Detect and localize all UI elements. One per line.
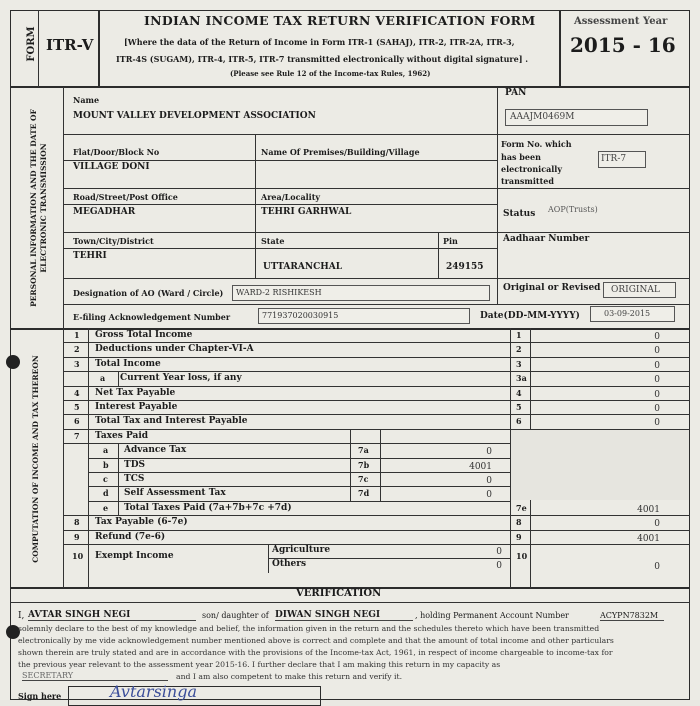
flat-label: Flat/Door/Block No <box>73 147 160 157</box>
subtitle-line-1: [Where the data of the Return of Income in Form ITR-1 (SAHAJ), ITR-2, ITR-2A, ITR-3, <box>124 37 515 47</box>
form-no-value: ITR-7 <box>601 154 627 164</box>
aadhaar-label: Aadhaar Number <box>503 234 590 244</box>
tax-code-line <box>350 429 351 501</box>
row-number: 4 <box>74 387 80 398</box>
tax-row-value: 0 <box>486 476 492 486</box>
town-value: TEHRI <box>73 251 107 261</box>
taxes-paid-label: Taxes Paid <box>95 430 149 441</box>
form-no-label-3: electronically <box>501 164 562 174</box>
exempt-code: 10 <box>516 551 528 561</box>
row-code: 4 <box>516 387 522 398</box>
state-label: State <box>261 236 285 246</box>
row-number: 5 <box>74 402 80 412</box>
father-name: DIWAN SINGH NEGI <box>275 611 413 621</box>
total-paid-code: 7e <box>516 502 527 513</box>
verification-line-4: shown therein are truly stated and are in accordance with the provisions of the Income-tax Act, 1961, in respect of income chargeable to income-tax for <box>18 648 613 657</box>
row-code: 1 <box>516 330 522 340</box>
row-value: 0 <box>654 332 660 342</box>
status-value: AOP(Trusts) <box>548 205 598 214</box>
row-code: 2 <box>516 344 522 355</box>
row-line <box>63 371 690 372</box>
date-value: 03-09-2015 <box>604 309 651 318</box>
area-label: Area/Locality <box>261 192 321 202</box>
original-revised-value: ORIGINAL <box>611 285 660 295</box>
declarant-pan: ACYPN7832M <box>600 612 664 621</box>
sign-here-label: Sign here <box>18 691 62 701</box>
road-value: MEGADHAR <box>73 207 136 217</box>
punch-hole-top <box>6 355 20 369</box>
tax_payable-label: Tax Payable (6-7e) <box>95 517 188 528</box>
exempt-value: 0 <box>654 562 660 573</box>
row-line <box>88 501 510 502</box>
assessment-year-label: Assessment Year <box>574 16 668 27</box>
original-revised-label: Original or Revised <box>503 283 601 293</box>
tax-row-label: TDS <box>124 459 146 470</box>
signature: Avtarsinga <box>110 682 197 701</box>
row-number: a <box>100 373 106 384</box>
row-line <box>63 414 690 415</box>
tax-value-line <box>380 429 381 501</box>
verification-mid: son/ daughter of <box>202 611 269 620</box>
row-number: 2 <box>74 344 80 355</box>
others-label: Others <box>272 559 307 570</box>
subtitle-line-2: ITR-4S (SUGAM), ITR-4, ITR-5, ITR-7 transmitted electronically without digital signature] . <box>116 54 529 64</box>
premises-label: Name Of Premises/Building/Village <box>261 147 420 157</box>
sub-row-line <box>118 371 119 385</box>
form-no-label-4: transmitted <box>501 176 554 186</box>
refund-code: 9 <box>516 531 522 542</box>
verification-line-6: and I am also competent to make this return and verify it. <box>176 672 403 681</box>
row-label: Total Tax and Interest Payable <box>95 416 248 427</box>
row-label: Interest Payable <box>95 402 178 412</box>
row-line <box>63 386 690 387</box>
row-label: Gross Total Income <box>95 330 193 340</box>
row-line <box>63 530 690 531</box>
row-value: 0 <box>654 375 660 386</box>
row-line <box>63 342 690 343</box>
form-no-label-2: has been <box>501 152 541 162</box>
row-code: 5 <box>516 402 522 412</box>
tax-row-letter: a <box>103 445 109 456</box>
verification-title: VERIFICATION <box>296 588 382 599</box>
row-line <box>63 443 510 444</box>
refund-label: Refund (7e-6) <box>95 531 166 542</box>
tax-label-line <box>118 443 119 515</box>
verification-line-5: the previous year relevant to the assessment year 2015-16. I further declare that I am making this return in my capacity as <box>18 660 501 669</box>
row-value: 0 <box>654 389 660 400</box>
capacity-value: SECRETARY <box>22 672 168 681</box>
row-number: 1 <box>74 330 80 340</box>
tax-row-code: 7d <box>358 488 370 499</box>
total-paid-letter: e <box>103 502 109 513</box>
exempt-label: Exempt Income <box>95 551 174 561</box>
ack-value: 771937020030915 <box>262 311 339 320</box>
status-label: Status <box>503 209 536 219</box>
tax-row-code: 7c <box>358 474 369 484</box>
row-label: Current Year loss, if any <box>120 373 242 384</box>
declarant-name: AVTAR SINGH NEGI <box>28 611 196 621</box>
tax-row-code: 7b <box>358 459 370 470</box>
tax-row-letter: c <box>103 474 108 484</box>
refund-value: 4001 <box>637 533 660 544</box>
form-no-label-1: Form No. which <box>501 139 572 149</box>
form-code: ITR-V <box>46 36 94 54</box>
verification-pan-text: , holding Permanent Account Number <box>415 611 569 620</box>
shaded-area <box>511 430 689 500</box>
row-label: Total Income <box>95 358 161 369</box>
tax-row-label: Advance Tax <box>124 445 187 456</box>
row-value: 0 <box>654 360 660 371</box>
total-paid-label: Total Taxes Paid (7a+7b+7c +7d) <box>124 502 292 513</box>
row-number: 3 <box>74 358 80 369</box>
flat-value: VILLAGE DONI <box>73 162 150 172</box>
row-code: 6 <box>516 416 522 427</box>
computation-side-label: COMPUTATION OF INCOME AND TAX THEREON <box>31 355 40 563</box>
pin-value: 249155 <box>446 262 484 272</box>
row-line <box>88 472 510 473</box>
assessment-year-value: 2015 - 16 <box>570 33 676 57</box>
agriculture-label: Agriculture <box>272 545 331 555</box>
row-label: Deductions under Chapter-VI-A <box>95 344 254 355</box>
ack-label: E-filing Acknowledgement Number <box>73 312 231 322</box>
row-line <box>63 357 690 358</box>
tax-row-value: 0 <box>486 447 492 458</box>
tax-row-label: TCS <box>124 474 145 484</box>
road-label: Road/Street/Post Office <box>73 192 178 202</box>
total-paid-value: 4001 <box>637 504 660 515</box>
ao-value: WARD-2 RISHIKESH <box>236 288 322 297</box>
row-line <box>88 486 510 487</box>
row-value: 0 <box>654 404 660 414</box>
taxes-paid-number: 7 <box>74 430 80 441</box>
row-code: 3a <box>516 373 527 384</box>
exempt-number: 10 <box>72 551 84 561</box>
tax-row-value: 0 <box>486 490 492 501</box>
pin-label: Pin <box>443 236 458 246</box>
name-label: Name <box>73 95 100 105</box>
others-value: 0 <box>496 561 502 572</box>
row-value: 0 <box>654 418 660 429</box>
pan-label: PAN <box>505 88 527 98</box>
tax-row-letter: d <box>103 488 109 499</box>
ao-label: Designation of AO (Ward / Circle) <box>73 288 224 298</box>
number-column-line <box>88 328 89 588</box>
area-value: TEHRI GARHWAL <box>261 207 352 217</box>
subtitle-line-3: (Please see Rule 12 of the Income-tax Rules, 1962) <box>230 69 431 78</box>
form-label: FORM <box>26 26 37 62</box>
refund-number: 9 <box>74 531 80 542</box>
town-label: Town/City/District <box>73 236 154 246</box>
date-label: Date(DD-MM-YYYY) <box>480 311 580 321</box>
state-value: UTTARANCHAL <box>263 262 343 272</box>
row-line <box>88 458 510 459</box>
row-line <box>63 400 690 401</box>
verification-prefix: I, <box>18 611 25 621</box>
agriculture-value: 0 <box>496 547 502 557</box>
row-code: 3 <box>516 358 522 369</box>
tax-row-value: 4001 <box>469 461 492 472</box>
pan-value: AAAJM0469M <box>510 112 575 122</box>
row-value: 0 <box>654 346 660 357</box>
tax-row-letter: b <box>103 459 109 470</box>
row-line <box>63 544 690 545</box>
verification-line-2: solemnly declare to the best of my knowledge and belief, the information given in the return and the schedules thereto which have been transmitted <box>18 624 600 633</box>
tax_payable-code: 8 <box>516 517 522 528</box>
name-value: MOUNT VALLEY DEVELOPMENT ASSOCIATION <box>73 111 316 121</box>
tax_payable-number: 8 <box>74 517 80 528</box>
personal-side-label: PERSONAL INFORMATION AND THE DATE OF ELECTRONIC TRANSMISSION <box>29 109 48 307</box>
row-number: 6 <box>74 416 80 427</box>
row-label: Net Tax Payable <box>95 387 176 398</box>
tax-row-code: 7a <box>358 445 369 456</box>
tax-row-label: Self Assessment Tax <box>124 488 226 499</box>
form-title: INDIAN INCOME TAX RETURN VERIFICATION FORM <box>144 13 536 28</box>
tax_payable-value: 0 <box>654 519 660 530</box>
verification-line-3: electronically by me vide acknowledgement number mentioned above is correct and complete and that the amount of total income and other particulars <box>18 636 614 645</box>
